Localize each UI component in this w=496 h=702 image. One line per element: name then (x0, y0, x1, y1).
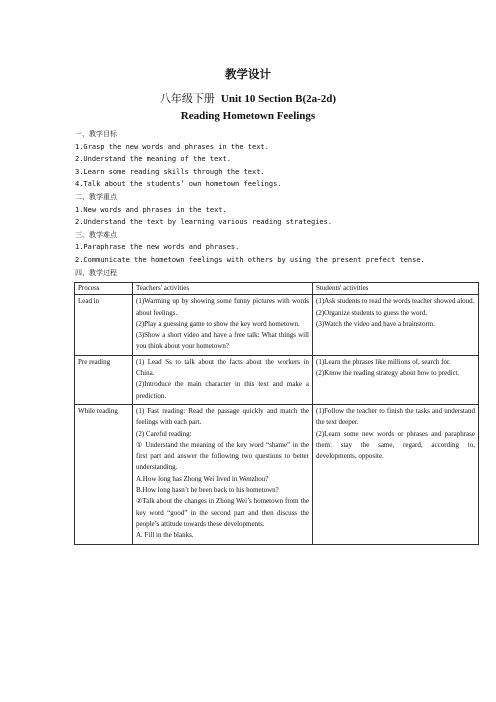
table-row (75, 404, 479, 544)
doc-title: 教学设计 (225, 67, 271, 81)
table-header-row (75, 283, 479, 295)
teacher-activity-item: A. Fill in the blanks. (136, 531, 194, 540)
teacher-activity-item: (2) Careful reading: (136, 429, 192, 438)
unit-label: Unit 10 Section B(2a-2d) (220, 93, 337, 105)
header-process: Process (75, 283, 133, 295)
student-activity-item: (1)Follow the teacher to finish the tasks and understand the text deeper. (316, 406, 475, 427)
section-heading: 三、教学难点 (75, 230, 117, 239)
header-students-activities: Students' activities (313, 283, 479, 295)
teacher-activities-cell (133, 355, 313, 404)
teacher-activity-item: (1) Lead Ss to talk about the facts about the workers in China. (136, 357, 309, 378)
teacher-activity-item: B.How long hasn’t he been back to his hometown? (136, 486, 279, 495)
table-row (75, 295, 479, 355)
student-activity-item: (3)Watch the video and have a brainstorm. (316, 319, 435, 328)
teacher-activity-item: ②Talk about the changes in Zhong Wei’s hometown from the key word “good” in the second part and then discuss the people’s attitude towards these developments. (136, 497, 309, 528)
table-row (75, 355, 479, 404)
list-item: 1.Paraphrase the new words and phrases. (75, 243, 240, 252)
student-activities-cell (313, 355, 479, 404)
teacher-activity-item: ① Understand the meaning of the key word “shame” in the first part and answer the following two questions to better understanding. (136, 440, 309, 472)
objectives-section (75, 128, 495, 279)
header-teachers-activities: Teachers' activities (133, 283, 313, 295)
list-item: 1.Grasp the new words and phrases in the text. (75, 142, 269, 151)
section-heading: 四、教学过程 (75, 268, 117, 277)
process-cell: While reading (75, 404, 133, 544)
list-item: 4.Talk about the students’ own hometown feelings. (75, 180, 282, 189)
student-activities-cell (313, 295, 479, 355)
teacher-activity-item: (3)Show a short video and have a free talk: What things will you think about your hometown? (136, 331, 309, 351)
section-heading: 一、教学目标 (75, 130, 117, 138)
list-item: 3.Learn some reading skills through the text. (75, 167, 265, 176)
list-item: 2.Communicate the hometown feelings with others by using the present prefect tense. (75, 255, 425, 264)
list-item: 2.Understand the text by learning various reading strategies. (75, 218, 333, 227)
process-cell: Lead in (75, 295, 133, 355)
student-activity-item: (2)Learn some new words or phrases and paraphrase them: stay the same, regard, according to, developments, opposite. (316, 429, 475, 461)
student-activity-item: (1)Ask students to read the words teacher showed aloud. (316, 297, 475, 306)
grade-label: 八年级下册 (159, 93, 215, 105)
student-activity-item: (1)Learn the phrases like millions of, search for. (316, 357, 451, 366)
list-item: 1.New words and phrases in the text. (75, 205, 227, 214)
doc-subtitle (0, 90, 496, 106)
teacher-activity-item: (2)Play a guessing game to show the key word hometown. (136, 319, 300, 328)
teaching-process-table (74, 282, 479, 545)
teacher-activity-item: (1)Warming up by showing some funny pictures with words about feelings. (136, 297, 309, 317)
teacher-activity-item: (2)Introduce the main character in this text and make a prediction. (136, 380, 309, 400)
teacher-activity-item: (1) Fast reading: Read the passage quickly and match the feelings with each part. (136, 406, 309, 427)
section-heading: 二、教学重点 (75, 192, 117, 201)
teacher-activities-cell (133, 295, 313, 355)
student-activity-item: (2)Know the reading strategy about how to predict. (316, 369, 460, 378)
process-cell: Pre reading (75, 355, 133, 404)
list-item: 2.Understand the meaning of the text. (75, 155, 231, 164)
teacher-activity-item: A.How long has Zhong Wei lived in Wenzhou? (136, 474, 269, 483)
student-activity-item: (2)Organize students to guess the word. (316, 308, 428, 317)
teacher-activities-cell (133, 404, 313, 544)
student-activities-cell (313, 404, 479, 544)
lesson-heading: Reading Hometown Feelings (180, 110, 316, 122)
